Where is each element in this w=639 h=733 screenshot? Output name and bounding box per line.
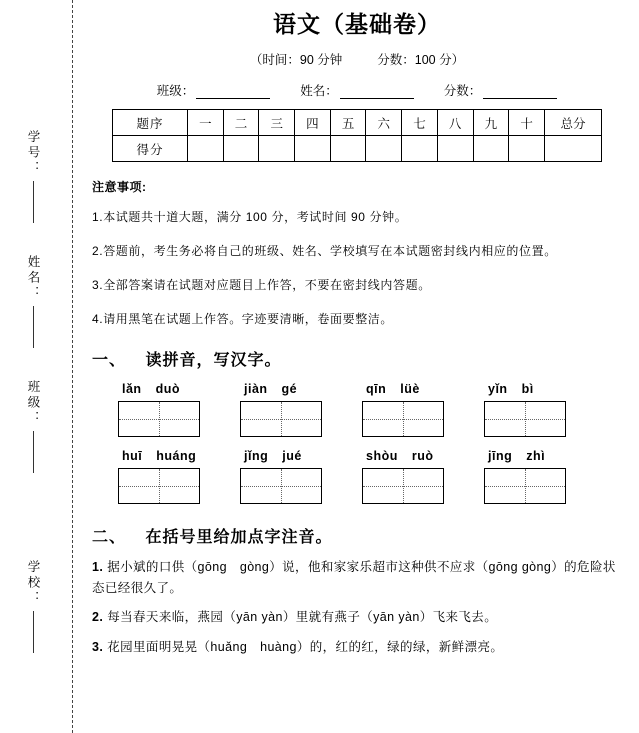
writing-grid-row-2 [92,468,622,504]
margin-field-student-id [24,130,42,227]
exam-total-score: 分数：100 分） [377,53,465,67]
writing-grid-cell-2-2 [240,468,362,504]
tianzige-box[interactable] [240,468,322,504]
field-name [300,81,414,99]
notes-block [92,178,622,327]
writing-grid-row-1 [92,401,622,437]
section-1-heading [92,347,622,370]
pinyin-row-2 [92,449,622,463]
question-text: 据小斌的口供（gōng gòng）说，他和家家乐超市这种供不应求（gōng gòng）的危险状态已经很久了。 [92,560,616,595]
field-score [444,81,558,99]
score-cell-1[interactable] [188,136,224,162]
notes-item-1: 1.本试题共十道大题，满分 100 分，考试时间 90 分钟。 [92,210,408,224]
pinyin-cell-2-1 [118,449,240,463]
score-cell-6[interactable] [366,136,402,162]
score-table-col-4: 四 [295,110,331,136]
paper-content [92,0,622,658]
margin-blank-line [33,181,34,223]
score-table-col-total: 总分 [545,110,602,136]
section-2-title: 在括号里给加点字注音。 [145,529,333,546]
pinyin-cell-1-1 [118,382,240,396]
sealed-line-divider [72,0,73,733]
writing-grid-cell-1-2 [240,401,362,437]
pinyin-cell-2-3 [362,449,484,463]
pinyin-text: qīn lüè [366,382,420,396]
pinyin-text: jiàn gé [244,382,298,396]
pinyin-text: huī huáng [122,449,197,463]
score-table-col-10: 十 [509,110,545,136]
score-table-col-2: 二 [223,110,259,136]
student-info-fields [92,81,622,99]
tianzige-box[interactable] [118,401,200,437]
pinyin-text: yǐn bì [488,382,534,396]
question-text: 花园里面明晃晃（huǎng huàng）的，红的红，绿的绿，新鲜漂亮。 [107,639,504,654]
field-score-input[interactable] [483,85,557,99]
tianzige-box[interactable] [362,468,444,504]
score-table-col-5: 五 [330,110,366,136]
score-cell-5[interactable] [330,136,366,162]
section-1-title: 读拼音，写汉字。 [145,352,282,369]
score-cell-9[interactable] [473,136,509,162]
notes-heading: 注意事项: [92,180,147,194]
score-table-col-6: 六 [366,110,402,136]
score-cell-10[interactable] [509,136,545,162]
pinyin-cell-1-3 [362,382,484,396]
section-2-questions [92,557,622,658]
question-text: 每当春天来临，燕园（yān yàn）里就有燕子（yān yàn）飞来飞去。 [107,610,498,625]
score-table-row-label-question: 题序 [113,110,188,136]
score-table-col-9: 九 [473,110,509,136]
notes-item-3: 3.全部答案请在试题对应题目上作答，不要在密封线内答题。 [92,278,431,292]
question-item [92,557,622,598]
section-2-number: 二、 [92,529,127,546]
margin-field-name [24,255,42,352]
question-item [92,607,622,628]
score-table [112,109,602,162]
pinyin-cell-1-4 [484,382,606,396]
field-class-input[interactable] [196,85,270,99]
score-table-col-1: 一 [188,110,224,136]
score-cell-4[interactable] [295,136,331,162]
section-1-number: 一、 [92,352,127,369]
notes-item-2: 2.答题前，考生务必将自己的班级、姓名、学校填写在本试题密封线内相应的位置。 [92,244,557,258]
score-table-col-3: 三 [259,110,295,136]
score-table-row-label-score: 得分 [113,136,188,162]
score-cell-8[interactable] [437,136,473,162]
score-cell-3[interactable] [259,136,295,162]
table-row-question-numbers [113,110,602,136]
score-table-col-8: 八 [437,110,473,136]
margin-label-name: 姓名： [26,255,40,302]
field-class-label: 班级： [156,84,195,98]
tianzige-box[interactable] [484,468,566,504]
pinyin-cell-2-4 [484,449,606,463]
tianzige-box[interactable] [484,401,566,437]
pinyin-text: shòu ruò [366,449,434,463]
margin-field-class [24,380,42,477]
field-name-input[interactable] [340,85,414,99]
question-number: 2. [92,610,104,625]
field-class [157,81,271,99]
tianzige-box[interactable] [240,401,322,437]
pinyin-text: jīng zhì [488,449,546,463]
exam-duration: （时间：90 分钟 [249,53,343,67]
field-score-label: 分数： [443,84,482,98]
page-title: 语文（基础卷） [273,12,441,37]
margin-label-class: 班级： [26,380,40,427]
sealed-line-margin [0,0,84,733]
pinyin-cell-1-2 [240,382,362,396]
margin-blank-line [33,431,34,473]
field-name-label: 姓名： [300,84,338,98]
question-number: 1. [92,560,104,574]
tianzige-box[interactable] [118,468,200,504]
notes-item-4: 4.请用黑笔在试题上作答。字迹要清晰，卷面要整洁。 [92,312,394,326]
exam-meta [92,50,622,68]
writing-grid-cell-1-3 [362,401,484,437]
margin-field-school [24,560,42,657]
score-cell-2[interactable] [223,136,259,162]
margin-label-school: 学校： [26,560,40,607]
pinyin-cell-2-2 [240,449,362,463]
writing-grid-cell-2-1 [118,468,240,504]
margin-blank-line [33,306,34,348]
score-cell-total[interactable] [545,136,602,162]
writing-grid-cell-1-1 [118,401,240,437]
writing-grid-cell-2-4 [484,468,606,504]
section-2-heading [92,524,622,547]
question-number: 3. [92,639,104,654]
pinyin-row-1 [92,382,622,396]
question-item [92,637,622,658]
table-row-scores [113,136,602,162]
writing-grid-cell-2-3 [362,468,484,504]
writing-grid-cell-1-4 [484,401,606,437]
pinyin-text: jǐng jué [244,449,302,463]
score-table-col-7: 七 [402,110,438,136]
score-cell-7[interactable] [402,136,438,162]
margin-label-student-id: 学号： [26,130,40,177]
margin-blank-line [33,611,34,653]
tianzige-box[interactable] [362,401,444,437]
pinyin-text: lǎn duò [122,382,180,396]
